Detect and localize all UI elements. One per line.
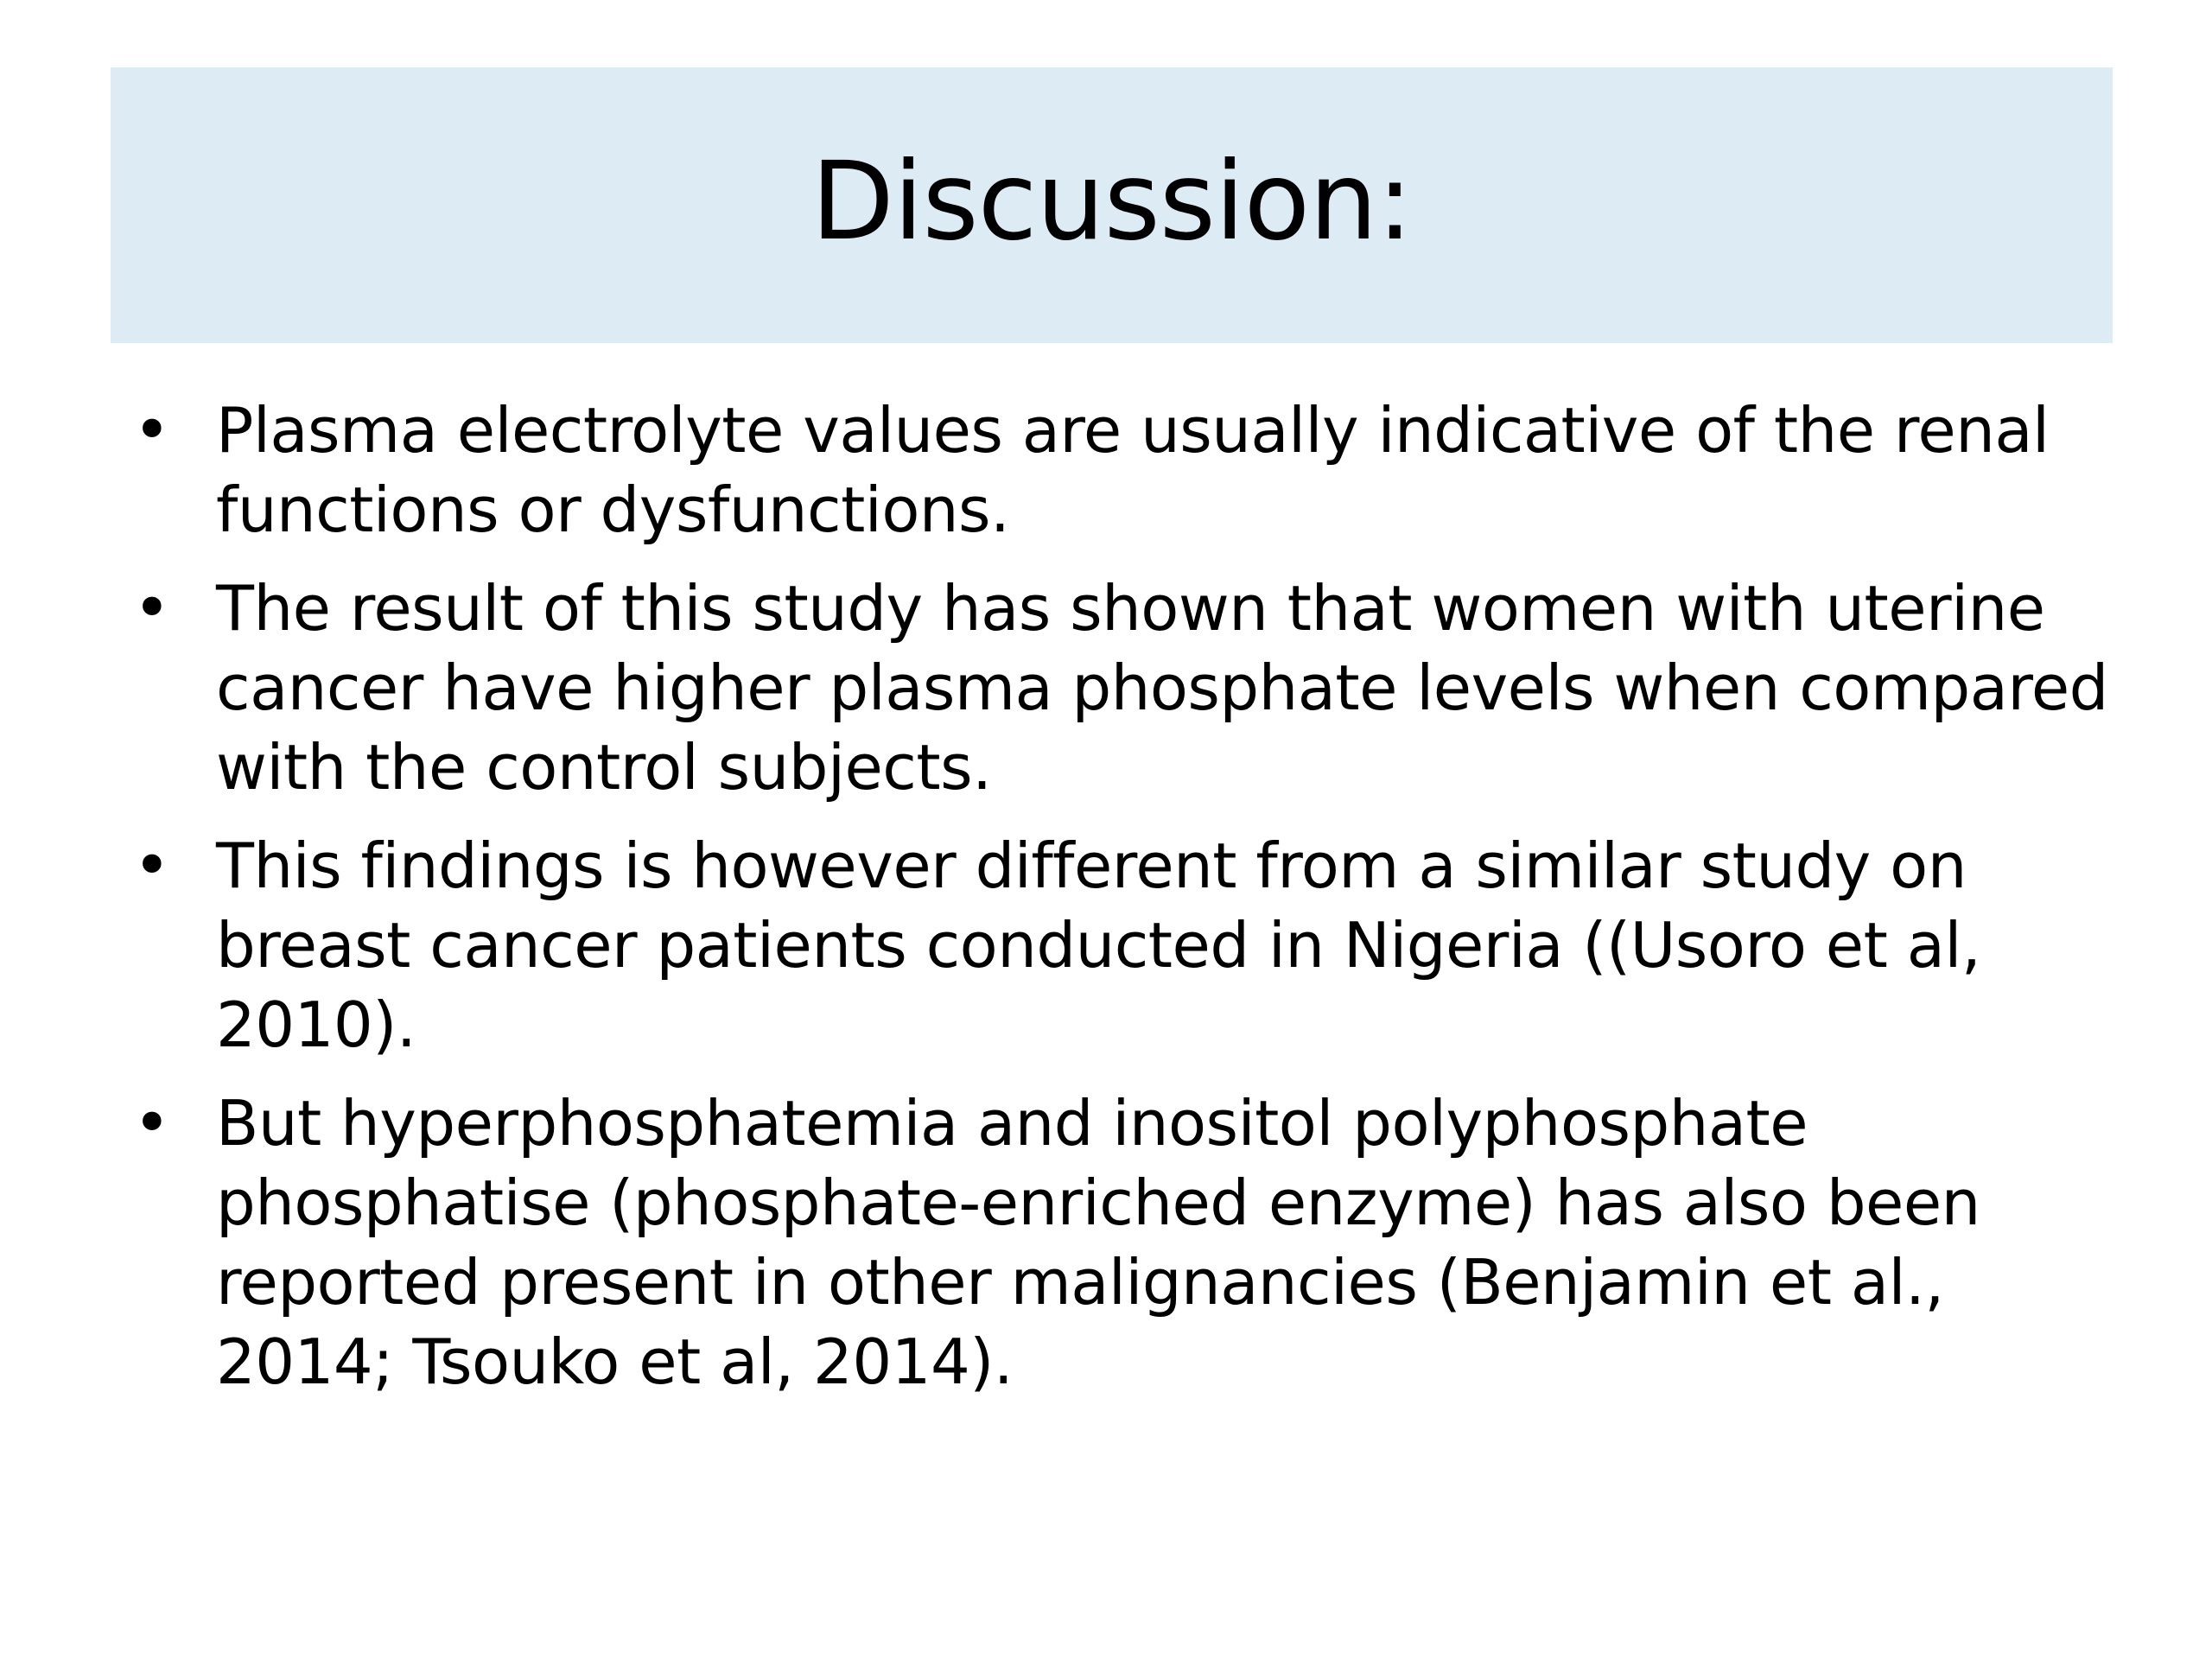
bullet-marker-icon: •	[133, 1086, 171, 1160]
bullet-text-3: This findings is however different from a similar study on breast cancer patients conducted in Nigeria ((Usoro et al, 2010).	[216, 830, 1981, 1061]
title-banner	[111, 67, 2113, 343]
bullet-marker-icon: •	[133, 571, 171, 645]
bullet-text-4: But hyperphosphatemia and inositol polyphosphate phosphatise (phosphate-enriched enzyme) has also been reported present in other malignancies (Benjamin et al., 2014; Tsouko et al, 2014).	[216, 1087, 1980, 1398]
bullet-text-2: The result of this study has shown that women with uterine cancer have higher plasma phosphate levels when compared with the control subjects.	[216, 572, 2108, 804]
bullet-text-1: Plasma electrolyte values are usually indicative of the renal functions or dysfunctions.	[216, 394, 2050, 546]
slide-title: Discussion:	[810, 139, 1413, 264]
bullet-marker-icon: •	[133, 393, 171, 467]
bullet-item-2	[130, 569, 2108, 807]
bullet-marker-icon: •	[133, 829, 171, 903]
bullet-list	[130, 391, 2108, 1421]
bullet-item-3	[130, 826, 2108, 1065]
bullet-item-1	[130, 391, 2108, 550]
bullet-item-4	[130, 1084, 2108, 1402]
